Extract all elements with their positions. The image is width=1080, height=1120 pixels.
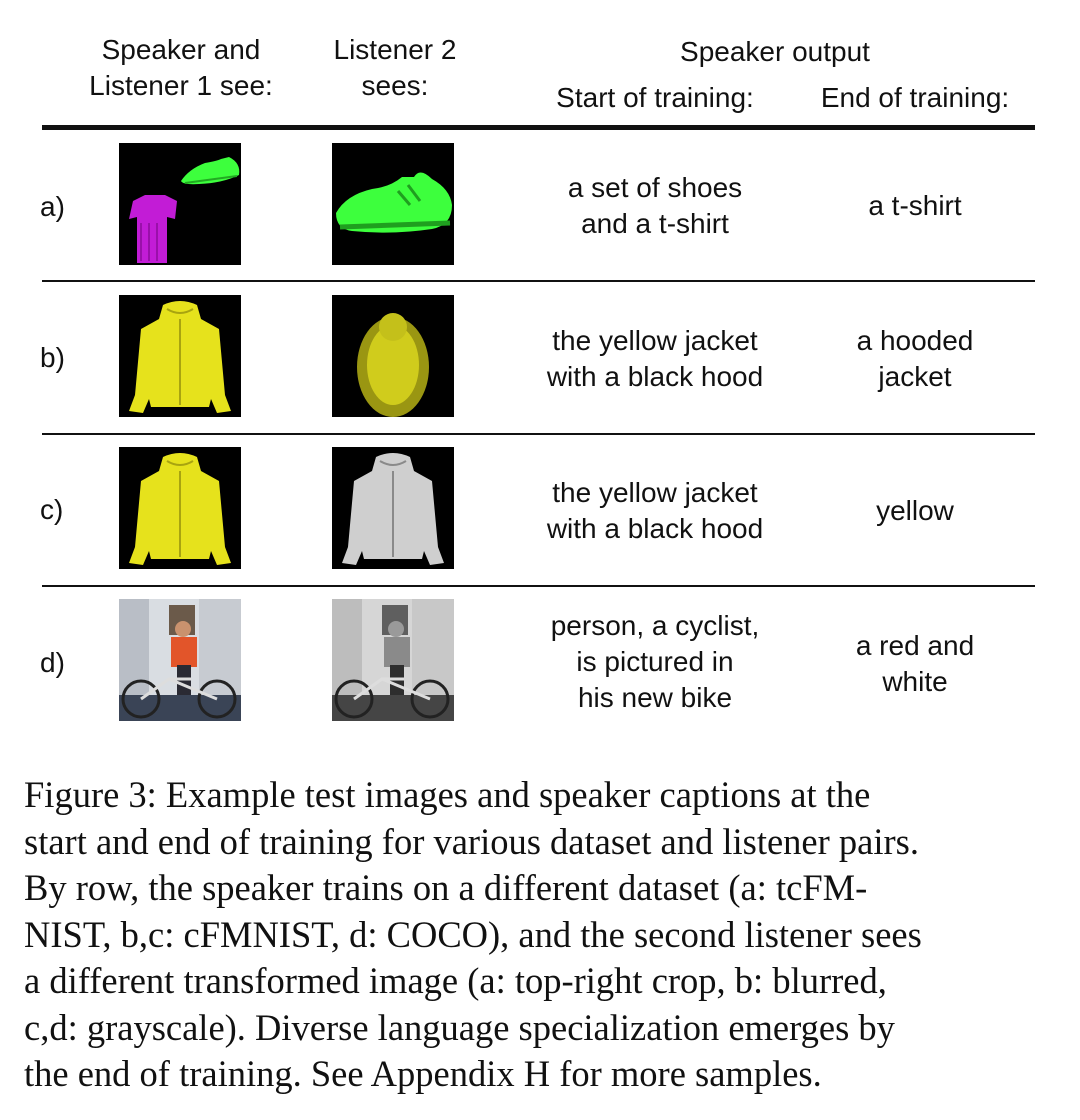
caption-line-1: Figure 3: Example test images and speaker captions at the (24, 774, 871, 815)
cropped-sneaker-image (332, 143, 454, 265)
row-c-start-line1: the yellow jacket (552, 477, 758, 508)
header-rule (42, 125, 1035, 130)
row-a-start-caption (520, 168, 790, 244)
grayscale-cyclist-photo (332, 599, 454, 721)
header-col2-line1: Listener 2 (333, 34, 457, 65)
row-d-start-caption (520, 608, 790, 716)
row-b-end-line1: a hooded (856, 325, 974, 356)
row-rule-3 (42, 585, 1035, 587)
header-speaker-output: Speaker output (680, 36, 870, 67)
row-d-start-line3: his new bike (577, 682, 733, 713)
grayscale-jacket-image (332, 447, 454, 569)
row-c-end-line1: yellow (876, 495, 954, 526)
header-col1-line2: Listener 1 see: (89, 70, 273, 101)
row-label-c: c) (40, 494, 64, 525)
row-a-start-line1: a set of shoes (567, 172, 743, 203)
yellow-jacket-image (119, 447, 241, 569)
row-c-start-caption (520, 473, 790, 549)
row-b-start-caption (520, 321, 790, 397)
row-d-start-line2: is pictured in (576, 646, 734, 677)
row-a-start-line2: and a t-shirt (581, 208, 729, 239)
yellow-jacket-image (119, 295, 241, 417)
row-b-start-line1: the yellow jacket (552, 325, 758, 356)
row-label-a: a) (40, 191, 65, 222)
caption-line-2: start and end of training for various dataset and listener pairs. (24, 820, 919, 862)
row-b-end-line2: jacket (878, 361, 952, 392)
row-a-end-caption (795, 186, 1035, 226)
header-col1-line1: Speaker and (101, 34, 261, 65)
row-d-end-line2: white (882, 666, 948, 697)
header-col2 (310, 32, 480, 104)
row-c-start-line2: with a black hood (546, 513, 764, 544)
caption-line-6: c,d: grayscale). Diverse language specialization emerges by (24, 1006, 895, 1048)
caption-line-3: By row, the speaker trains on a different dataset (a: tcFM- (24, 867, 868, 908)
row-d-start-line1: person, a cyclist, (550, 610, 760, 641)
sneaker-and-tshirt-image (119, 143, 241, 265)
caption-line-4: NIST, b,c: cFMNIST, d: COCO), and the second listener sees (24, 913, 922, 955)
row-d-end-line1: a red and (855, 630, 975, 661)
header-end-of-training: End of training: (820, 82, 1010, 113)
blurred-yellow-jacket-image (332, 295, 454, 417)
header-start-of-training: Start of training: (556, 82, 754, 113)
header-col1 (70, 32, 292, 104)
row-d-end-caption (795, 626, 1035, 702)
row-label-b: b) (40, 342, 65, 373)
row-rule-2 (42, 433, 1035, 435)
row-a-end-line1: a t-shirt (868, 190, 962, 221)
header-col2-line2: sees: (361, 70, 429, 101)
row-rule-1 (42, 280, 1035, 282)
row-label-d: d) (40, 647, 65, 678)
row-b-end-caption (795, 321, 1035, 397)
figure-caption (24, 772, 1044, 1098)
row-c-end-caption (795, 491, 1035, 531)
row-b-start-line2: with a black hood (546, 361, 764, 392)
caption-line-5: a different transformed image (a: top-right crop, b: blurred, (24, 960, 887, 1001)
caption-line-7: the end of training. See Appendix H for more samples. (24, 1053, 822, 1094)
cyclist-photo (119, 599, 241, 721)
